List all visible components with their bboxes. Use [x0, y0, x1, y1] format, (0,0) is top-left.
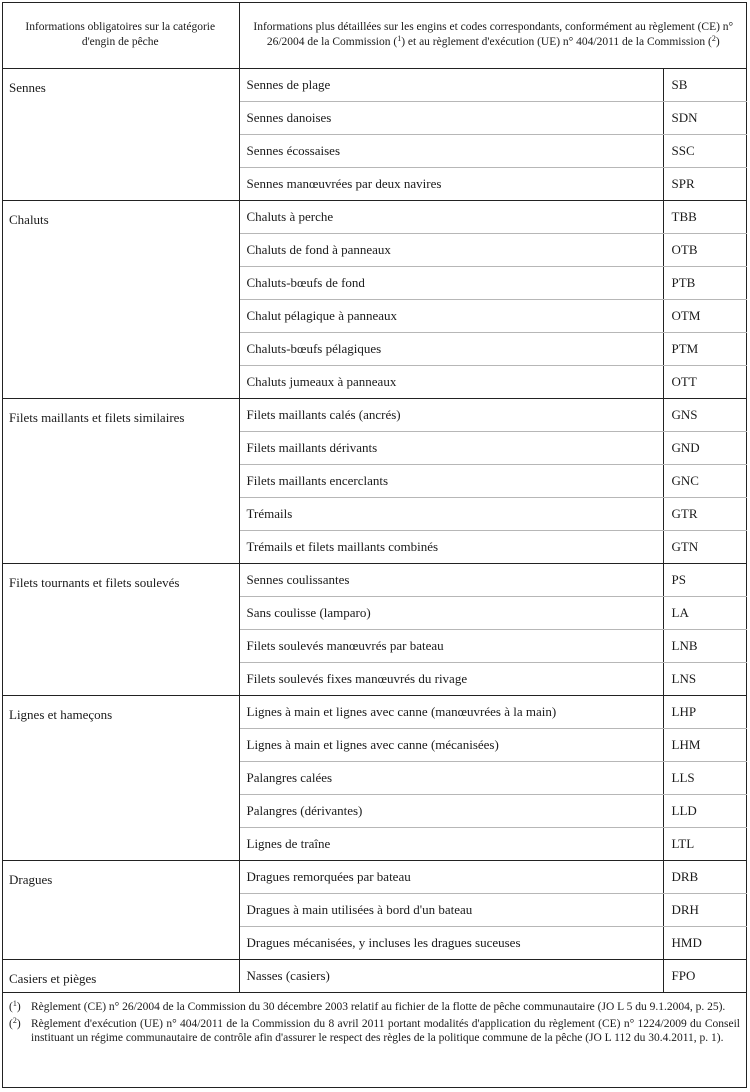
gear-name: Palangres (dérivantes) [239, 794, 663, 827]
footnote-2 [9, 1017, 740, 1045]
header-category: Informations obligatoires sur la catégorie d'engin de pêche [2, 2, 239, 68]
footnote-mark: ($^1$) [9, 999, 21, 1013]
gear-code: GND [663, 431, 747, 464]
gear-code: LNB [663, 629, 747, 662]
gear-name: Dragues à main utilisées à bord d'un bateau [239, 893, 663, 926]
table-row [2, 959, 747, 992]
gear-name: Dragues mécanisées, y incluses les dragues suceuses [239, 926, 663, 959]
gear-category: Sennes [2, 68, 239, 200]
gear-code: PS [663, 563, 747, 596]
gear-code: OTB [663, 233, 747, 266]
footnote-ref-1: 1 [397, 33, 402, 43]
table-row [2, 398, 747, 431]
table-body [2, 68, 747, 992]
gear-name: Trémails et filets maillants combinés [239, 530, 663, 563]
gear-code: SDN [663, 101, 747, 134]
gear-code: SSC [663, 134, 747, 167]
gear-code: LHM [663, 728, 747, 761]
gear-name: Lignes à main et lignes avec canne (mécanisées) [239, 728, 663, 761]
gear-code: HMD [663, 926, 747, 959]
gear-code: OTM [663, 299, 747, 332]
gear-code: OTT [663, 365, 747, 398]
gear-code: LLD [663, 794, 747, 827]
gear-category: Dragues [2, 860, 239, 959]
footnote-mark: ($^2$) [9, 1016, 21, 1030]
gear-category: Chaluts [2, 200, 239, 398]
footnote-text: Règlement (CE) n° 26/2004 de la Commission du 30 décembre 2003 relatif au fichier de la flotte de pêche communautaire (JO L 5 du 9.1.2004, p. 25). [31, 1001, 726, 1013]
footnote-text: Règlement d'exécution (UE) n° 404/2011 de la Commission du 8 avril 2011 portant modalités d'application du règlement (CE) n° 1224/2009 du Conseil instituant un régime communautaire de contrôle afin d'assurer le respect des règles de la politique commune de la pêche (JO L 112 du 30.4.2011, p. 1). [31, 1018, 740, 1044]
table-row [2, 68, 747, 101]
footnote-ref-2: 2 [711, 33, 716, 43]
gear-name: Filets maillants calés (ancrés) [239, 398, 663, 431]
gear-name: Chaluts de fond à panneaux [239, 233, 663, 266]
gear-name: Sennes écossaises [239, 134, 663, 167]
gear-category: Filets maillants et filets similaires [2, 398, 239, 563]
gear-code: SB [663, 68, 747, 101]
gear-code: LHP [663, 695, 747, 728]
table-row [2, 563, 747, 596]
gear-category: Lignes et hameçons [2, 695, 239, 860]
gear-name: Chalut pélagique à panneaux [239, 299, 663, 332]
gear-name: Chaluts-bœufs pélagiques [239, 332, 663, 365]
table-header-row [2, 2, 747, 68]
gear-name: Chaluts jumeaux à panneaux [239, 365, 663, 398]
gear-name: Lignes à main et lignes avec canne (manœuvrées à la main) [239, 695, 663, 728]
gear-code: LTL [663, 827, 747, 860]
gear-code: GTN [663, 530, 747, 563]
gear-code: LNS [663, 662, 747, 695]
gear-name: Lignes de traîne [239, 827, 663, 860]
gear-code: GNS [663, 398, 747, 431]
footnotes [9, 1000, 740, 1048]
gear-name: Filets maillants dérivants [239, 431, 663, 464]
gear-name: Sennes danoises [239, 101, 663, 134]
header-details-text-3: ) [715, 35, 720, 48]
gear-name: Filets soulevés manœuvrés par bateau [239, 629, 663, 662]
table-row [2, 200, 747, 233]
gear-code: GTR [663, 497, 747, 530]
gear-code: FPO [663, 959, 747, 992]
gear-code: PTM [663, 332, 747, 365]
gear-code: DRH [663, 893, 747, 926]
gear-code: LA [663, 596, 747, 629]
gear-name: Sans coulisse (lamparo) [239, 596, 663, 629]
gear-name: Nasses (casiers) [239, 959, 663, 992]
gear-code: PTB [663, 266, 747, 299]
gear-code: DRB [663, 860, 747, 893]
gear-name: Dragues remorquées par bateau [239, 860, 663, 893]
header-details-text-1: Informations plus détaillées sur les engins et codes correspondants, conformément au règlement (CE) n° 26/2004 de la Commission ( [253, 20, 734, 48]
table-row [2, 695, 747, 728]
gear-code: GNC [663, 464, 747, 497]
header-details-text-2: ) et au règlement d'exécution (UE) n° 404/2011 de la Commission ( [401, 35, 712, 48]
gear-name: Filets maillants encerclants [239, 464, 663, 497]
gear-name: Filets soulevés fixes manœuvrés du rivage [239, 662, 663, 695]
gear-name: Chaluts-bœufs de fond [239, 266, 663, 299]
gear-name: Palangres calées [239, 761, 663, 794]
gear-code: SPR [663, 167, 747, 200]
gear-code: TBB [663, 200, 747, 233]
table-row [2, 860, 747, 893]
gear-category: Casiers et pièges [2, 959, 239, 992]
gear-name: Chaluts à perche [239, 200, 663, 233]
gear-name: Sennes manœuvrées par deux navires [239, 167, 663, 200]
gear-name: Trémails [239, 497, 663, 530]
gear-code: LLS [663, 761, 747, 794]
gear-category: Filets tournants et filets soulevés [2, 563, 239, 695]
header-details [239, 2, 747, 68]
gear-name: Sennes de plage [239, 68, 663, 101]
gear-name: Sennes coulissantes [239, 563, 663, 596]
fishing-gear-table [2, 2, 747, 993]
footnote-1 [9, 1000, 740, 1014]
